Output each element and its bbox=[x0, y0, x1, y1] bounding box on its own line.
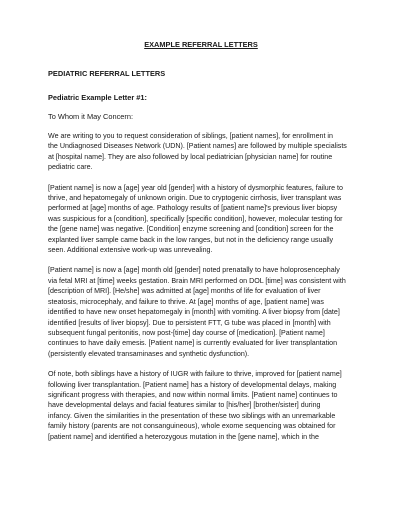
paragraph-patient-two: [Patient name] is now a [age] month old [gender] noted prenatally to have holoprosencephaly via fetal MRI at [time] weeks gestation. Brain MRI performed on DOL [time] was consistent with [description of MRI]. [He/she] was admitted at [age] months of life for evaluation of liver steatosis, microcephaly, and failure to thrive. At [age] months of age, [patient name] was identified to have new onset hepatomegaly in [month] with vomiting. A liver biopsy from [date] identified [results of liver biopsy]. Due to persistent FTT, G tube was placed in [month] with subsequent fungal peritonitis, now post-[time] day course of [medication]. [Patient name] continues to have daily emesis. [Patient name] is currently evaluated for liver transplantation (persistently elevated transaminases and synthetic dysfunction). bbox=[48, 266, 346, 358]
section-heading: PEDIATRIC REFERRAL LETTERS bbox=[48, 69, 166, 78]
salutation: To Whom it May Concern: bbox=[48, 112, 134, 121]
paragraph-sibling-history: Of note, both siblings have a history of IUGR with failure to thrive, improved for [patient name] following liver transplantation. [Patient name] has a history of developmental delays, making significant progress with therapies, and now within normal limits. [Patient name] continues to have developmental delays and facial features similar to [his/her] [brother/sister] during infancy. Given the similarities in the presentation of these two siblings with an unremarkable family history (parents are not consanguineous), whole exome sequencing was obtained for [patient name] and identified a heterozygous mutation in the [gene name], which in the bbox=[48, 370, 342, 441]
letter-heading: Pediatric Example Letter #1: bbox=[48, 93, 147, 102]
paragraph-intro: We are writing to you to request consideration of siblings, [patient names], for enrollment in the Undiagnosed Diseases Network (UDN). [Patient names] are followed by multiple specialists at [hospital name]. They are also followed by local pediatrician [physician name] for routine pediatric care. bbox=[48, 132, 347, 172]
paragraph-patient-one: [Patient name] is now a [age] year old [gender] with a history of dysmorphic features, failure to thrive, and hepatomegaly of unknown origin. Due to cryptogenic cirrhosis, liver transplant was performed at [age] months of age. Pathology results of [patient name]'s previous liver biopsy was suspicious for a [condition], specifically [specific condition], however, molecular testing for the [gene name] was negative. [Condition] enzyme screening and [condition] screen for the explanted liver sample came back in the low ranges, but not in the deficiency range usually seen. Additional extensive work-up was unrevealing. bbox=[48, 183, 343, 255]
document-page bbox=[48, 40, 354, 452]
document-title: EXAMPLE REFERRAL LETTERS bbox=[144, 40, 258, 49]
